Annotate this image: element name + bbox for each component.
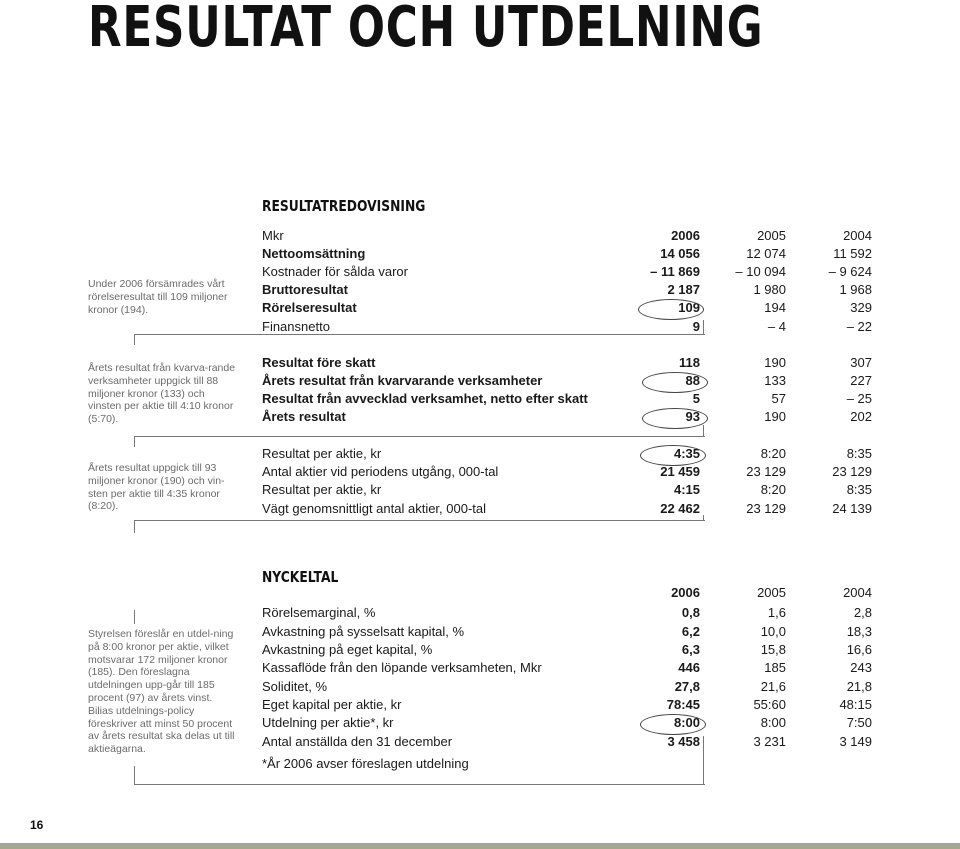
row-label: Finansnetto bbox=[262, 319, 330, 334]
cell-2005: 10,0 bbox=[760, 624, 786, 639]
cell-2006: 4:35 bbox=[673, 446, 700, 461]
header-year-2004: 2004 bbox=[843, 228, 872, 243]
table-row bbox=[262, 733, 872, 751]
table-row bbox=[262, 678, 872, 696]
cell-2005: 8:00 bbox=[760, 715, 786, 730]
cell-2005: 12 074 bbox=[746, 246, 786, 261]
cell-2004: 329 bbox=[850, 300, 872, 315]
row-label: Rörelseresultat bbox=[262, 300, 357, 315]
cell-2006: 14 056 bbox=[660, 246, 700, 261]
connector-line bbox=[703, 425, 704, 436]
cell-2006: 8:00 bbox=[673, 715, 700, 730]
table-row bbox=[262, 463, 872, 481]
cell-2004: – 25 bbox=[846, 391, 872, 406]
cell-2005: 1,6 bbox=[767, 605, 786, 620]
cell-2006: 446 bbox=[678, 660, 700, 675]
cell-2004: 21,8 bbox=[846, 679, 872, 694]
cell-2004: 227 bbox=[850, 373, 872, 388]
highlight-ring bbox=[640, 445, 706, 466]
cell-2006: 2 187 bbox=[667, 282, 700, 297]
cell-2005: – 10 094 bbox=[735, 264, 786, 279]
cell-2005: 190 bbox=[764, 409, 786, 424]
row-label: Rörelsemarginal, % bbox=[262, 605, 376, 620]
row-label: Antal anställda den 31 december bbox=[262, 734, 453, 749]
cell-2004: – 22 bbox=[846, 319, 872, 334]
row-label: Soliditet, % bbox=[262, 679, 328, 694]
table-row bbox=[262, 604, 872, 622]
cell-2004: 48:15 bbox=[839, 697, 872, 712]
table-row bbox=[262, 245, 872, 263]
table-row bbox=[262, 500, 872, 518]
section-title-resultatredovisning: RESULTATREDOVISNING bbox=[262, 197, 426, 215]
cell-2006: 109 bbox=[678, 300, 700, 315]
cell-2006: – 11 869 bbox=[650, 264, 700, 279]
cell-2004: 243 bbox=[850, 660, 872, 675]
side-note-utdelning: Styrelsen föreslår en utdel-ning på 8:00 kronor per aktie, vilket motsvarar 172 miljoner kronor (185). Den föreslagna utdelningen upp-går till 185 procent (97) av årets vinst. Bilias utdelnings-policy föreskriver att minst 50 procent av årets resultat ska delas ut till aktieägarna. bbox=[88, 628, 235, 756]
table-row bbox=[262, 659, 872, 677]
table-row bbox=[262, 445, 872, 463]
cell-2004: 8:35 bbox=[846, 446, 872, 461]
cell-2004: 24 139 bbox=[832, 501, 872, 516]
table-row bbox=[262, 641, 872, 659]
cell-2006: 78:45 bbox=[666, 697, 700, 712]
highlight-ring bbox=[638, 299, 704, 320]
cell-2004: 3 149 bbox=[839, 734, 872, 749]
row-label: Kassaflöde från den löpande verksamheten, Mkr bbox=[262, 660, 542, 675]
row-label: Årets resultat från kvarvarande verksamheter bbox=[262, 373, 543, 388]
row-label: Utdelning per aktie*, kr bbox=[262, 715, 394, 730]
row-label: Vägt genomsnittligt antal aktier, 000-tal bbox=[262, 501, 487, 516]
cell-2004: 18,3 bbox=[846, 624, 872, 639]
cell-2005: 190 bbox=[764, 355, 786, 370]
side-note-kvarvarande: Årets resultat från kvarva-rande verksamheter uppgick till 88 miljoner kronor (133) och vinsten per aktie till 4:10 kronor (5:70). bbox=[88, 362, 236, 426]
cell-2004: – 9 624 bbox=[828, 264, 872, 279]
row-label: Årets resultat bbox=[262, 409, 346, 424]
header-year-2006: 2006 bbox=[671, 228, 700, 243]
highlight-ring bbox=[642, 408, 708, 429]
cell-2006: 22 462 bbox=[660, 501, 700, 516]
table-row bbox=[262, 354, 872, 372]
cell-2005: 185 bbox=[764, 660, 786, 675]
connector-line bbox=[134, 520, 705, 533]
highlight-ring bbox=[640, 714, 706, 735]
cell-2004: 202 bbox=[850, 409, 872, 424]
cell-2005: 194 bbox=[764, 300, 786, 315]
highlight-ring bbox=[642, 372, 708, 393]
cell-2004: 23 129 bbox=[832, 464, 872, 479]
cell-2006: 6,2 bbox=[681, 624, 700, 639]
page-number: 16 bbox=[30, 818, 44, 832]
table-row bbox=[262, 318, 872, 336]
header-year-2005: 2005 bbox=[757, 228, 786, 243]
cell-2005: 57 bbox=[771, 391, 786, 406]
cell-2004: 8:35 bbox=[846, 482, 872, 497]
side-note-rorelseresultat: Under 2006 försämrades vårt rörelseresultat till 109 miljoner kronor (194). bbox=[88, 278, 228, 316]
cell-2005: 1 980 bbox=[753, 282, 786, 297]
cell-2004: 7:50 bbox=[846, 715, 872, 730]
header-year-2005: 2005 bbox=[757, 585, 786, 600]
row-label: Resultat per aktie, kr bbox=[262, 482, 382, 497]
cell-2006: 0,8 bbox=[681, 605, 700, 620]
table-row bbox=[262, 372, 872, 390]
table-row bbox=[262, 714, 872, 732]
table-row bbox=[262, 299, 872, 317]
cell-2005: 21,6 bbox=[760, 679, 786, 694]
row-label: Resultat före skatt bbox=[262, 355, 376, 370]
row-label: Kostnader för sålda varor bbox=[262, 264, 408, 279]
row-label: Avkastning på eget kapital, % bbox=[262, 642, 433, 657]
cell-2006: 3 458 bbox=[667, 734, 700, 749]
cell-2004: 1 968 bbox=[839, 282, 872, 297]
table-row bbox=[262, 481, 872, 499]
cell-2005: 3 231 bbox=[753, 734, 786, 749]
row-label: Nettoomsättning bbox=[262, 246, 366, 261]
cell-2005: 8:20 bbox=[760, 482, 786, 497]
cell-2006: 21 459 bbox=[660, 464, 700, 479]
cell-2006: 9 bbox=[692, 319, 700, 334]
cell-2004: 16,6 bbox=[846, 642, 872, 657]
page-title: RESULTAT OCH UTDELNING bbox=[88, 0, 764, 60]
cell-2006: 88 bbox=[685, 373, 700, 388]
row-label: Resultat från avvecklad verksamhet, netto efter skatt bbox=[262, 391, 588, 406]
table-header bbox=[262, 584, 872, 602]
table-row bbox=[262, 696, 872, 714]
table-header bbox=[262, 227, 872, 245]
cell-2005: 133 bbox=[764, 373, 786, 388]
cell-2005: 15,8 bbox=[760, 642, 786, 657]
cell-2004: 307 bbox=[850, 355, 872, 370]
table-row bbox=[262, 408, 872, 426]
footnote: *År 2006 avser föreslagen utdelning bbox=[262, 756, 469, 771]
connector-line bbox=[134, 610, 135, 624]
cell-2005: – 4 bbox=[767, 319, 786, 334]
cell-2006: 93 bbox=[685, 409, 700, 424]
row-label: Resultat per aktie, kr bbox=[262, 446, 382, 461]
table-row bbox=[262, 390, 872, 408]
cell-2004: 2,8 bbox=[853, 605, 872, 620]
cell-2006: 118 bbox=[679, 355, 700, 370]
section-title-nyckeltal: NYCKELTAL bbox=[262, 568, 339, 586]
cell-2005: 8:20 bbox=[760, 446, 786, 461]
side-note-arets-resultat: Årets resultat uppgick till 93 miljoner kronor (190) och vin-sten per aktie till 4:35 kronor (8:20). bbox=[88, 462, 225, 513]
row-label: Avkastning på sysselsatt kapital, % bbox=[262, 624, 465, 639]
row-label: Antal aktier vid periodens utgång, 000-tal bbox=[262, 464, 499, 479]
header-year-2006: 2006 bbox=[671, 585, 700, 600]
table-row bbox=[262, 263, 872, 281]
cell-2006: 4:15 bbox=[673, 482, 700, 497]
table-row bbox=[262, 623, 872, 641]
cell-2005: 23 129 bbox=[746, 464, 786, 479]
header-year-2004: 2004 bbox=[843, 585, 872, 600]
cell-2005: 55:60 bbox=[753, 697, 786, 712]
cell-2006: 6,3 bbox=[681, 642, 700, 657]
row-label: Bruttoresultat bbox=[262, 282, 348, 297]
footer-band bbox=[0, 843, 960, 849]
cell-2005: 23 129 bbox=[746, 501, 786, 516]
cell-2006: 5 bbox=[692, 391, 700, 406]
cell-2006: 27,8 bbox=[674, 679, 700, 694]
table-row bbox=[262, 281, 872, 299]
header-unit: Mkr bbox=[262, 228, 284, 243]
cell-2004: 11 592 bbox=[833, 246, 872, 261]
row-label: Eget kapital per aktie, kr bbox=[262, 697, 402, 712]
